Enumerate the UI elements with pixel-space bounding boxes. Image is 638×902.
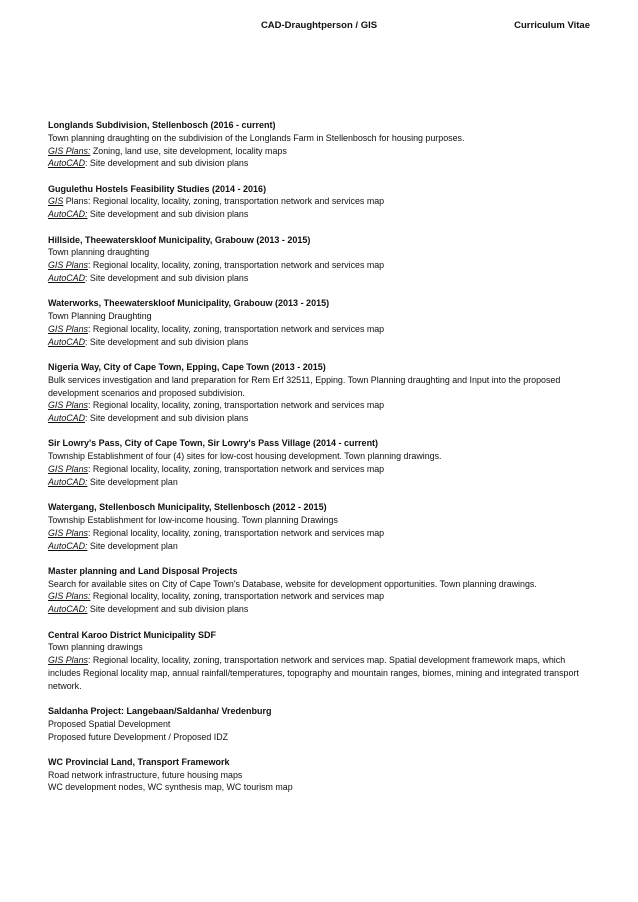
project-line — [48, 132, 596, 145]
project-line — [48, 476, 596, 489]
project-line — [48, 246, 596, 259]
line-text: : Regional locality, locality, zoning, transportation network and services map — [87, 400, 385, 411]
line-text: Regional locality, locality, zoning, transportation network and services map — [90, 591, 385, 602]
project-line — [48, 603, 596, 616]
project-title: Watergang, Stellenbosch Municipality, Stellenbosch (2012 - 2015) — [48, 502, 327, 513]
project-entry — [48, 437, 596, 488]
project-line — [48, 731, 596, 744]
line-text: Township Establishment of four (4) sites for low-cost housing development. Town planning drawings. — [48, 451, 442, 462]
project-line — [48, 450, 596, 463]
line-text: : Regional locality, locality, zoning, transportation network and services map — [87, 323, 385, 334]
tool-label: AutoCAD: — [48, 604, 88, 615]
project-entry — [48, 565, 596, 616]
line-text: Town planning draughting on the subdivision of the Longlands Farm in Stellenbosch for housing purposes. — [48, 132, 465, 143]
project-line — [48, 374, 596, 400]
line-text: : Regional locality, locality, zoning, transportation network and services map — [87, 527, 385, 538]
tool-label: GIS Plans — [48, 527, 88, 538]
project-line — [48, 718, 596, 731]
tool-label: AutoCAD — [48, 158, 85, 169]
tool-label: GIS Plans: — [48, 145, 91, 156]
line-text: : Regional locality, locality, zoning, transportation network and services map. Spatial development framework maps, which includes Regional locality map, annual rainfall/temperatures, topography and mountain ranges, biomes, mining and integrated transport network. — [48, 655, 579, 691]
tool-label: GIS Plans — [48, 323, 88, 334]
project-line — [48, 769, 596, 782]
tool-label: GIS — [48, 196, 64, 207]
project-line — [48, 641, 596, 654]
project-line — [48, 310, 596, 323]
project-line — [48, 590, 596, 603]
project-title: Nigeria Way, City of Cape Town, Epping, Cape Town (2013 - 2015) — [48, 361, 326, 372]
tool-label: AutoCAD: — [48, 476, 88, 487]
tool-label: AutoCAD: — [48, 540, 88, 551]
line-text: Proposed future Development / Proposed IDZ — [48, 731, 229, 742]
line-text: : Site development and sub division plans — [85, 336, 249, 347]
project-title: Gugulethu Hostels Feasibility Studies (2014 - 2016) — [48, 183, 267, 194]
header-title: CAD-Draughtperson / GIS — [260, 20, 378, 31]
tool-label: GIS Plans — [48, 260, 88, 271]
project-entry — [48, 183, 596, 221]
line-text: Town planning draughting — [48, 247, 150, 258]
line-text: Town Planning Draughting — [48, 311, 152, 322]
line-text: Bulk services investigation and land preparation for Rem Erf 32511, Epping. Town Planning draughting and Input into the proposed development scenarios and proposed subdivision. — [48, 374, 561, 398]
project-line — [48, 654, 596, 692]
project-line — [48, 527, 596, 540]
line-text: : Site development and sub division plans — [85, 272, 249, 283]
project-title: WC Provincial Land, Transport Framework — [48, 756, 230, 767]
line-text: Site development plan — [87, 540, 178, 551]
project-title: Waterworks, Theewaterskloof Municipality, Grabouw (2013 - 2015) — [48, 298, 330, 309]
project-entry — [48, 297, 596, 348]
line-text: Plans: Regional locality, locality, zoning, transportation network and services map — [63, 196, 385, 207]
project-list — [48, 119, 596, 807]
line-text: : Regional locality, locality, zoning, transportation network and services map — [87, 260, 385, 271]
project-entry — [48, 705, 596, 743]
tool-label: AutoCAD: — [48, 209, 88, 220]
project-entry — [48, 629, 596, 693]
project-title: Saldanha Project: Langebaan/Saldanha/ Vredenburg — [48, 705, 272, 716]
line-text: Site development and sub division plans — [87, 604, 249, 615]
project-line — [48, 195, 596, 208]
tool-label: GIS Plans — [48, 400, 88, 411]
project-line — [48, 578, 596, 591]
project-line — [48, 208, 596, 221]
line-text: Search for available sites on City of Cape Town's Database, website for development opportunities. Town planning drawings. — [48, 578, 537, 589]
project-line — [48, 323, 596, 336]
project-line — [48, 540, 596, 553]
project-line — [48, 514, 596, 527]
project-line — [48, 412, 596, 425]
project-title: Sir Lowry's Pass, City of Cape Town, Sir Lowry's Pass Village (2014 - current) — [48, 438, 379, 449]
line-text: : Site development and sub division plans — [85, 158, 249, 169]
tool-label: AutoCAD — [48, 413, 85, 424]
project-line — [48, 145, 596, 158]
project-line — [48, 463, 596, 476]
project-entry — [48, 119, 596, 170]
project-line — [48, 272, 596, 285]
line-text: Zoning, land use, site development, locality maps — [90, 145, 287, 156]
project-line — [48, 259, 596, 272]
line-text: Township Establishment for low-income housing. Town planning Drawings — [48, 514, 338, 525]
project-line — [48, 157, 596, 170]
tool-label: GIS Plans — [48, 464, 88, 475]
tool-label: AutoCAD — [48, 336, 85, 347]
page-header — [0, 20, 638, 36]
line-text: Road network infrastructure, future housing maps — [48, 769, 243, 780]
project-entry — [48, 234, 596, 285]
header-cv-label: Curriculum Vitae — [514, 20, 590, 31]
project-line — [48, 399, 596, 412]
line-text: : Regional locality, locality, zoning, transportation network and services map — [87, 464, 385, 475]
project-entry — [48, 361, 596, 425]
tool-label: GIS Plans: — [48, 591, 91, 602]
project-title: Master planning and Land Disposal Projects — [48, 565, 238, 576]
line-text: Site development and sub division plans — [87, 209, 249, 220]
line-text: Town planning drawings — [48, 642, 143, 653]
project-entry — [48, 501, 596, 552]
tool-label: AutoCAD — [48, 272, 85, 283]
tool-label: GIS Plans — [48, 655, 88, 666]
project-line — [48, 336, 596, 349]
line-text: : Site development and sub division plans — [85, 413, 249, 424]
line-text: Site development plan — [87, 476, 178, 487]
project-title: Hillside, Theewaterskloof Municipality, Grabouw (2013 - 2015) — [48, 234, 311, 245]
project-title: Longlands Subdivision, Stellenbosch (2016 - current) — [48, 120, 276, 130]
line-text: WC development nodes, WC synthesis map, WC tourism map — [48, 782, 293, 793]
project-title: Central Karoo District Municipality SDF — [48, 629, 217, 640]
line-text: Proposed Spatial Development — [48, 718, 171, 729]
project-line — [48, 781, 596, 794]
project-entry — [48, 756, 596, 794]
